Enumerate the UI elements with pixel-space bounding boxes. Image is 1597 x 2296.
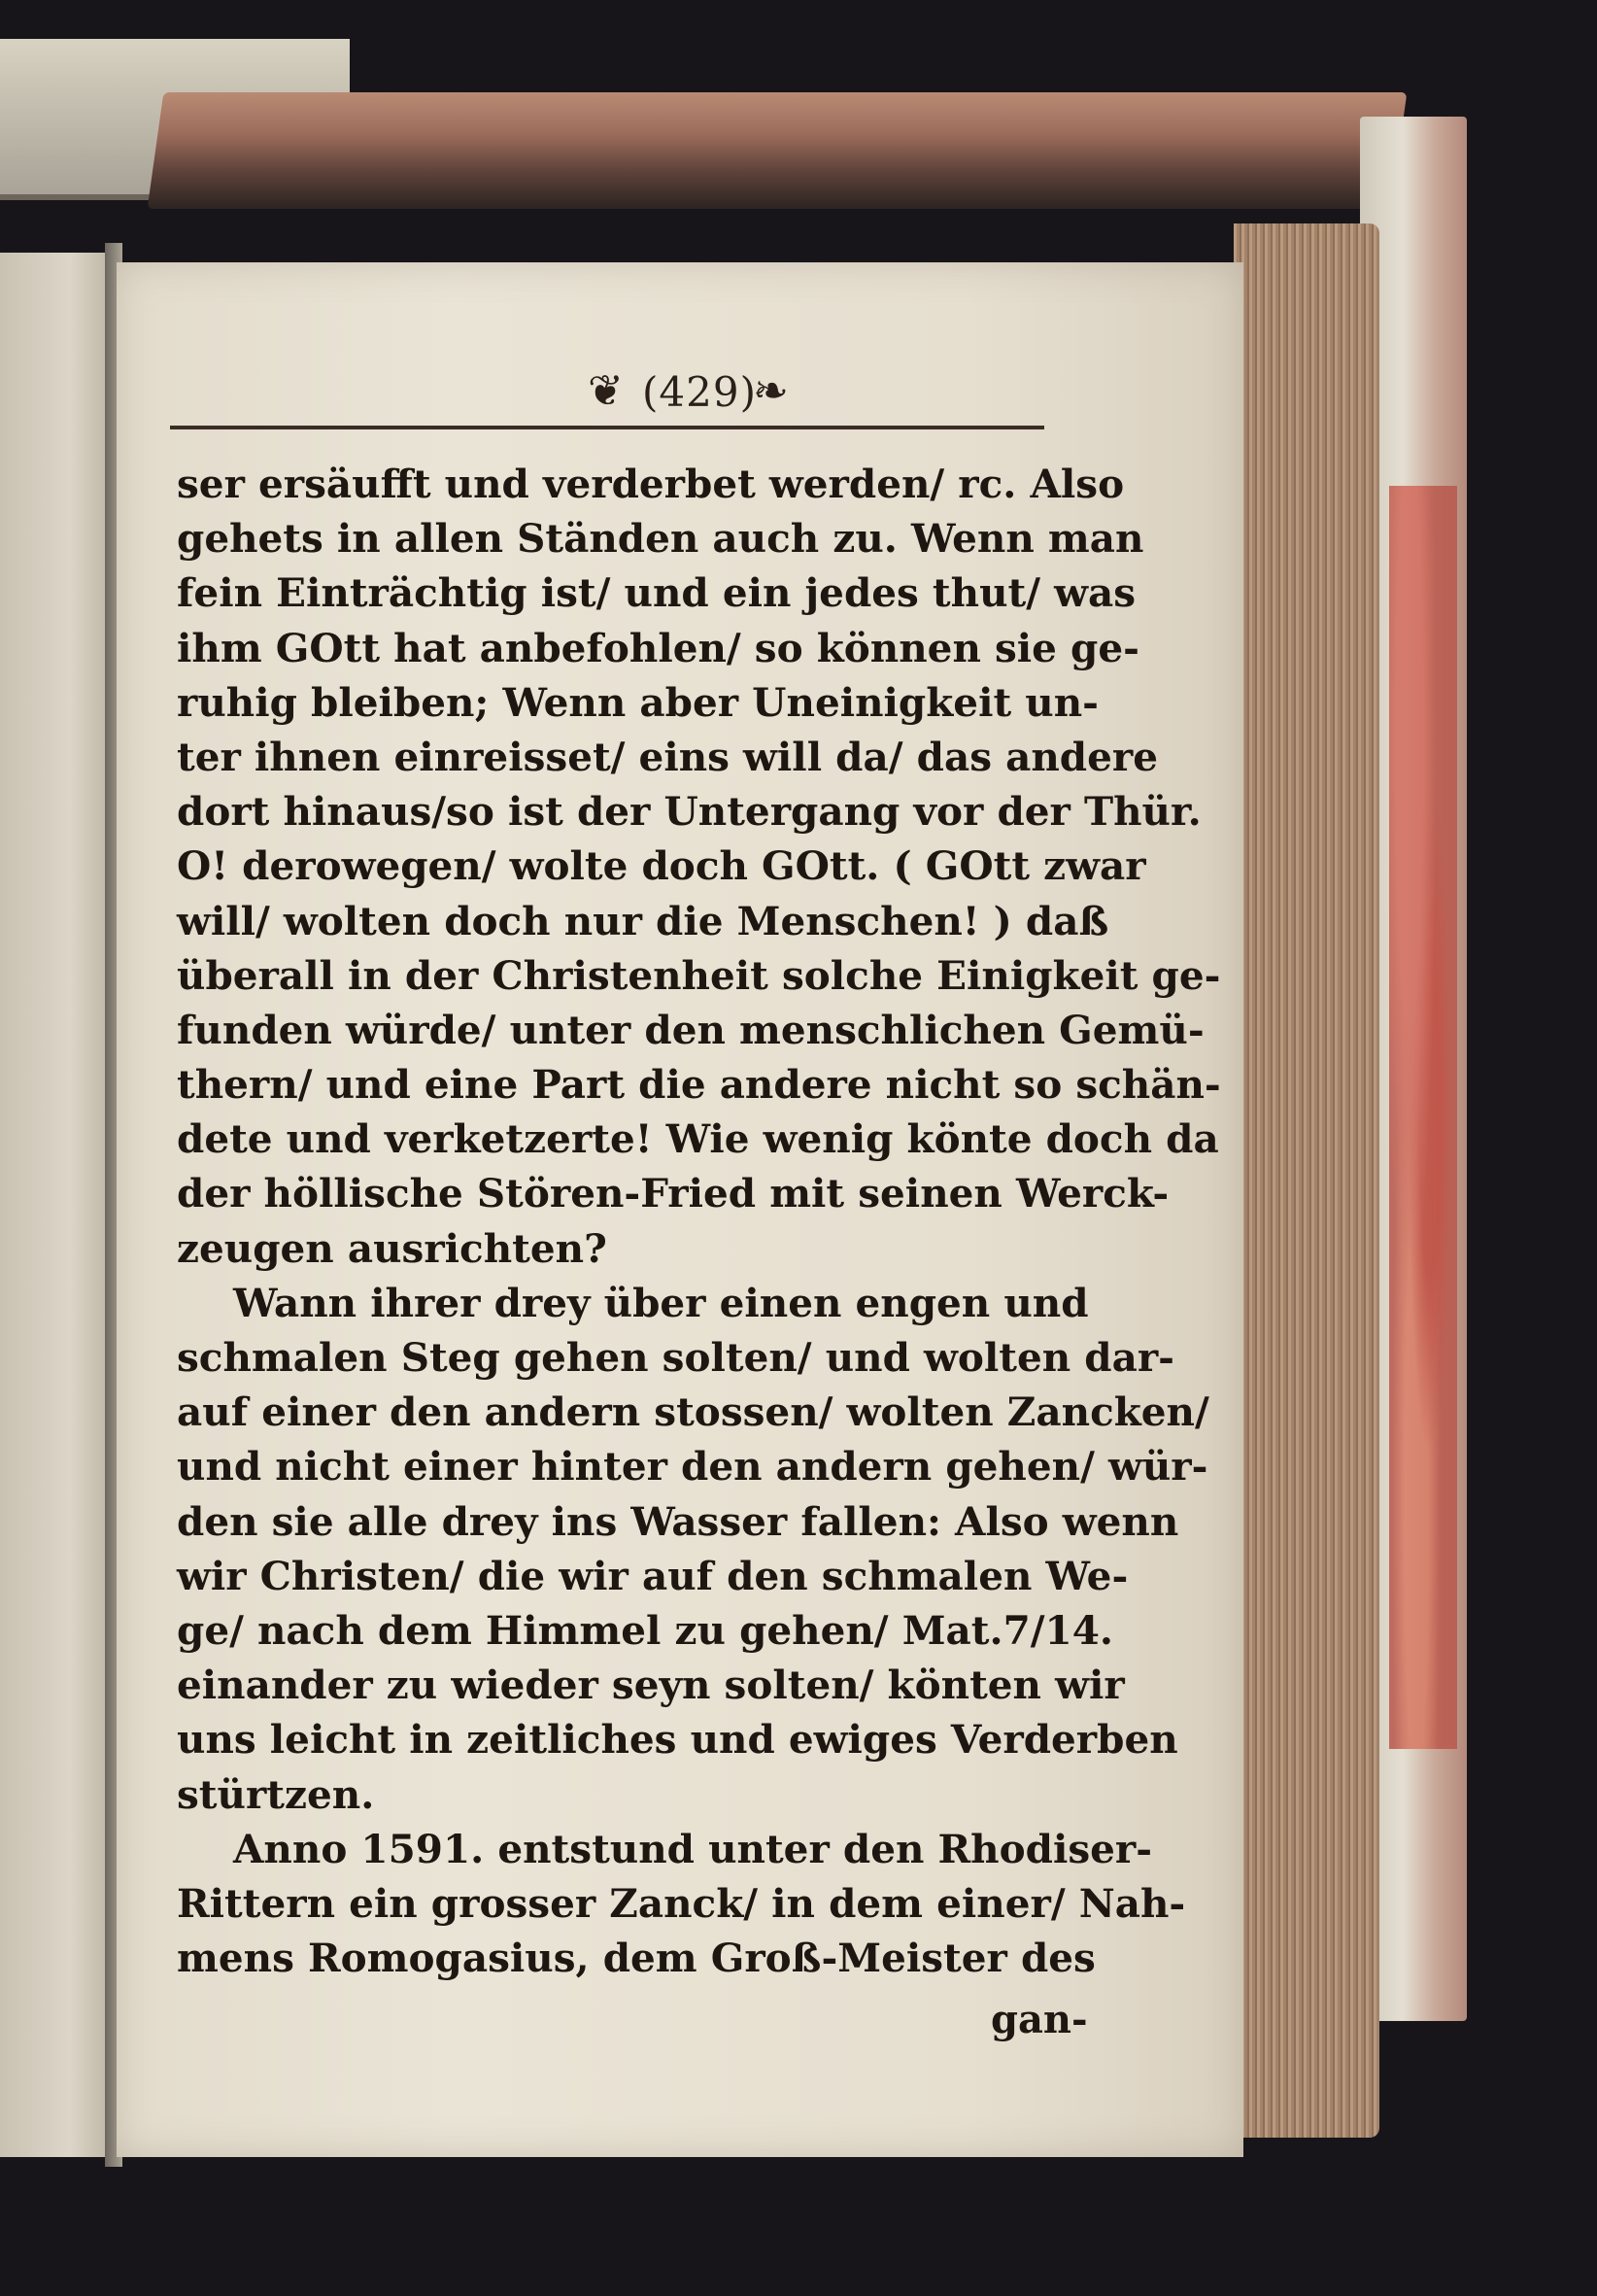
text-line: uns leicht in zeitliches und ewiges Verderben bbox=[177, 1716, 1178, 1764]
text-line: stürtzen. bbox=[177, 1770, 375, 1818]
running-head bbox=[170, 355, 1219, 423]
text-line: funden würde/ unter den menschlichen Gemü- bbox=[177, 1006, 1205, 1053]
text-line: zeugen ausrichten? bbox=[177, 1224, 607, 1272]
text-line: fein Einträchtig ist/ und ein jedes thut/ was bbox=[177, 569, 1137, 617]
text-line: schmalen Steg gehen solten/ und wolten dar- bbox=[177, 1334, 1174, 1381]
text-line: Rittern ein grosser Zanck/ in dem einer/ Nah- bbox=[177, 1879, 1186, 1927]
text-line: O! derowegen/ wolte doch GOtt. ( GOtt zwar bbox=[177, 842, 1146, 890]
text-line: ter ihnen einreisset/ eins will da/ das andere bbox=[177, 733, 1158, 780]
text-line: dete und verketzerte! Wie wenig könte doch da bbox=[177, 1115, 1219, 1163]
text-line: gehets in allen Ständen auch zu. Wenn man bbox=[177, 515, 1144, 563]
text-line: einander zu wieder seyn solten/ könten wir bbox=[177, 1662, 1125, 1709]
text-line: ge/ nach dem Himmel zu gehen/ Mat.7/14. bbox=[177, 1606, 1114, 1654]
book-page bbox=[117, 262, 1243, 2157]
text-line: will/ wolten doch nur die Menschen! ) daß bbox=[177, 897, 1109, 944]
text-line: mens Romogasius, dem Groß-Meister des bbox=[177, 1935, 1096, 1982]
body-text bbox=[177, 457, 1221, 1985]
text-line: ser ersäufft und verderbet werden/ rc. Also bbox=[177, 461, 1125, 507]
text-line: ruhig bleiben; Wenn aber Uneinigkeit un- bbox=[177, 678, 1099, 726]
ornament-left-icon: ❦ bbox=[588, 366, 624, 416]
page-block-top-edge bbox=[148, 92, 1408, 209]
ornament-right-icon: ❧ bbox=[753, 366, 789, 416]
header-rule bbox=[170, 426, 1044, 429]
paragraph-start-line: Wann ihrer drey über einen engen und bbox=[233, 1279, 1089, 1326]
marbled-endpaper bbox=[1389, 486, 1457, 1749]
page-stack-edge bbox=[1234, 223, 1379, 2138]
facing-page bbox=[0, 253, 117, 2157]
text-line: den sie alle drey ins Wasser fallen: Also wenn bbox=[177, 1497, 1179, 1545]
text-line: und nicht einer hinter den andern gehen/ wür- bbox=[177, 1443, 1208, 1491]
text-line: ihm GOtt hat anbefohlen/ so können sie ge- bbox=[177, 624, 1139, 671]
text-line: thern/ und eine Part die andere nicht so schän- bbox=[177, 1061, 1221, 1109]
text-line: überall in der Christenheit solche Einigkeit ge- bbox=[177, 951, 1221, 999]
text-line: wir Christen/ die wir auf den schmalen We- bbox=[177, 1552, 1129, 1599]
text-line: auf einer den andern stossen/ wolten Zancken/ bbox=[177, 1388, 1209, 1436]
page-number: (429) bbox=[642, 368, 757, 416]
catchword: gan- bbox=[991, 1997, 1088, 2042]
paragraph-start-line: Anno 1591. entstund unter den Rhodiser- bbox=[233, 1825, 1153, 1872]
text-line: dort hinaus/so ist der Untergang vor der Thür. bbox=[177, 788, 1202, 836]
text-line: der höllische Stören-Fried mit seinen Werck- bbox=[177, 1170, 1170, 1217]
